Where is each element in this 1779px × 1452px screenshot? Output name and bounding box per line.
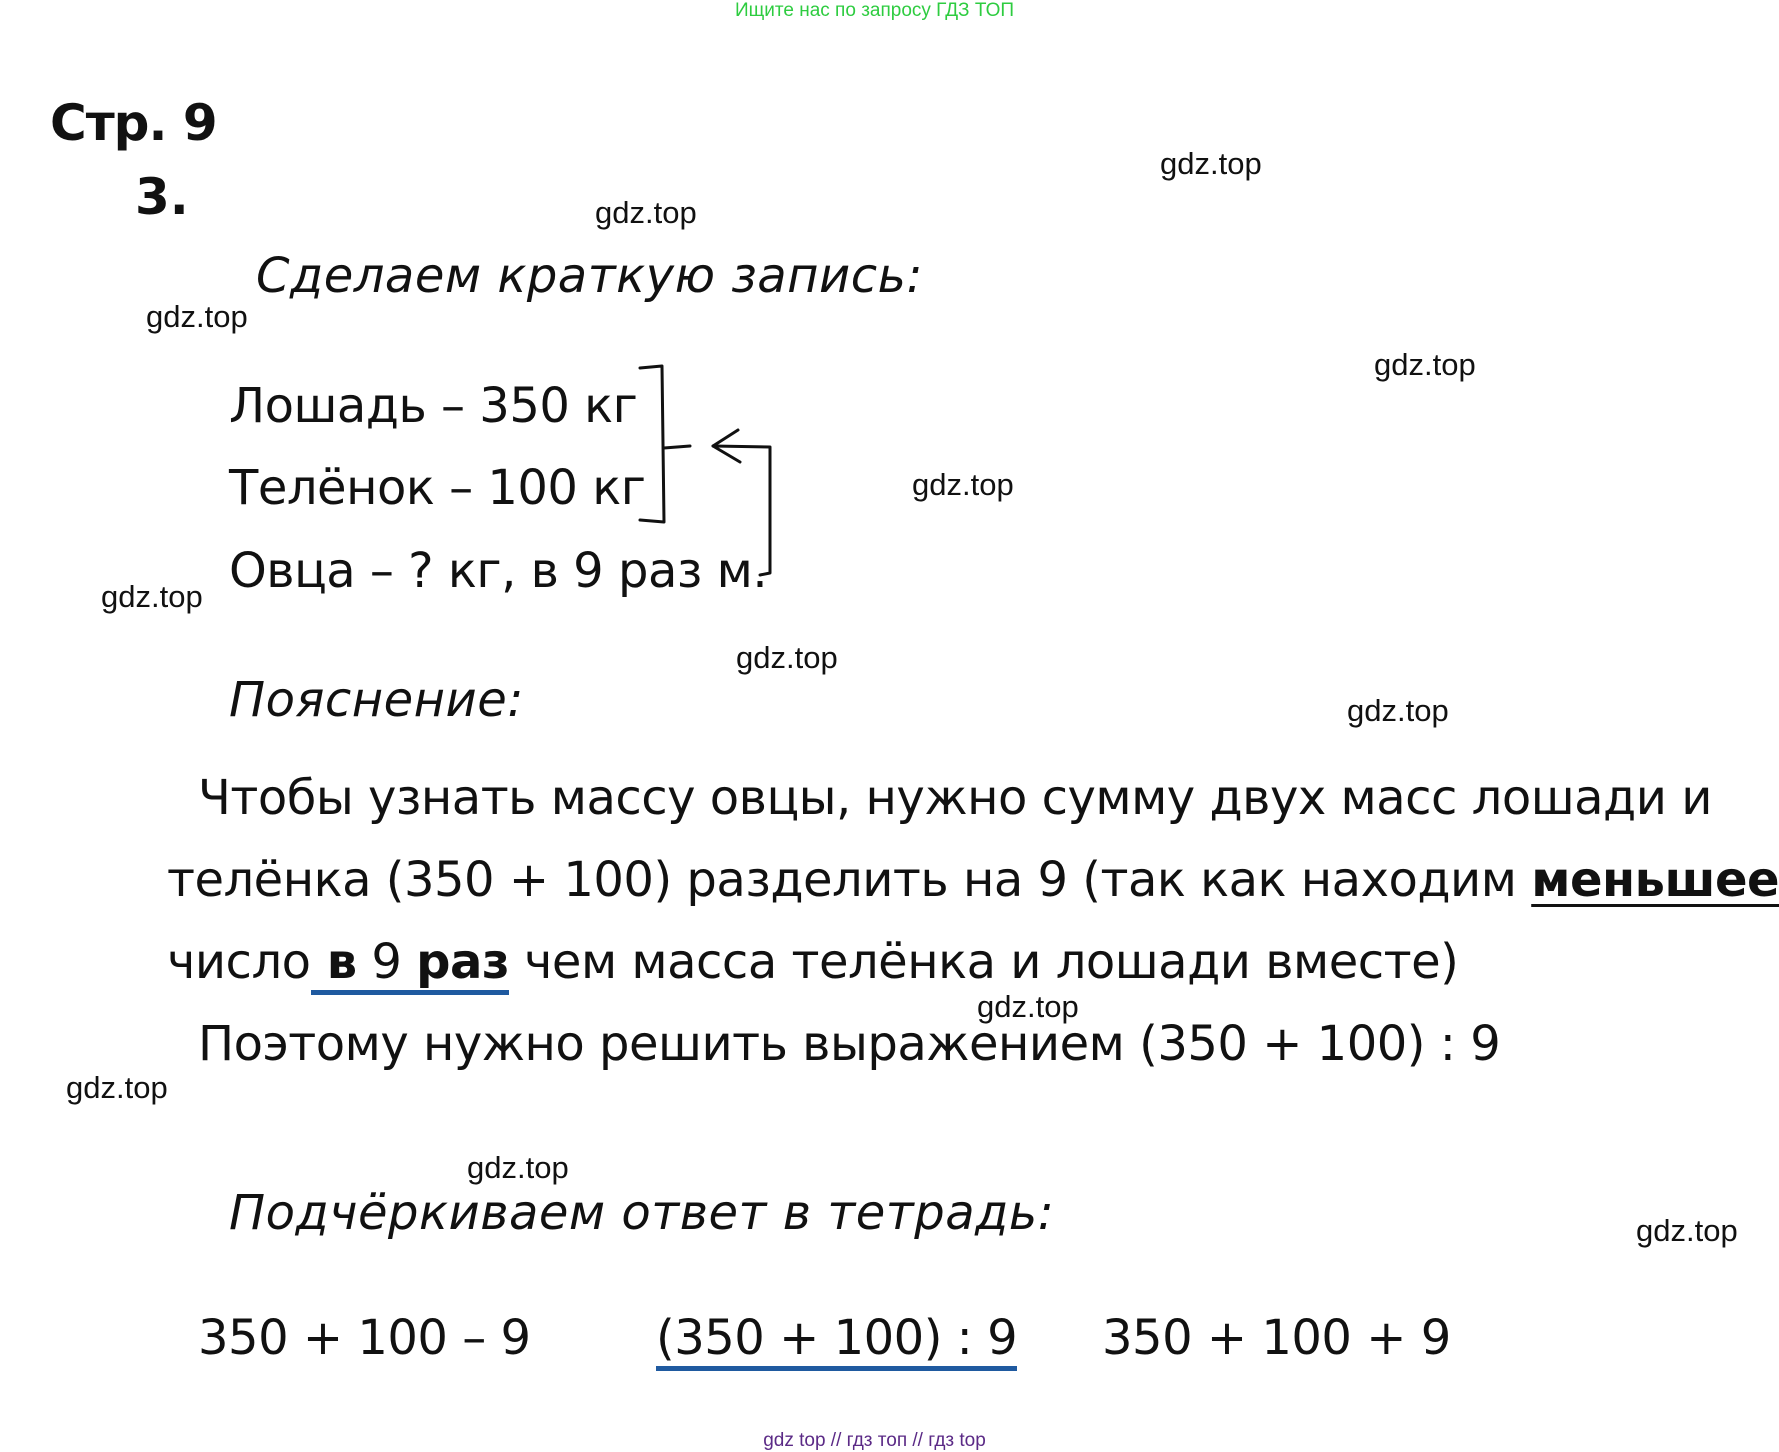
sum-bracket-tip: [664, 446, 690, 448]
answer-option-2-selected: (350 + 100) : 9: [656, 1310, 1017, 1371]
watermark: gdz.top: [736, 640, 838, 675]
watermark: gdz.top: [595, 195, 697, 230]
answer-heading: Подчёркиваем ответ в тетрадь:: [229, 1185, 1055, 1241]
watermark: gdz.top: [1347, 693, 1449, 728]
watermark: gdz.top: [1636, 1213, 1738, 1248]
watermark: gdz.top: [1160, 146, 1262, 181]
sum-bracket: [640, 366, 664, 522]
watermark: gdz.top: [912, 467, 1014, 502]
explanation-heading: Пояснение:: [229, 672, 524, 728]
watermark: gdz.top: [101, 579, 203, 614]
explanation-line-3-rest: чем масса телёнка и лошади вместе): [509, 934, 1459, 990]
answer-option-1: 350 + 100 – 9: [198, 1310, 531, 1366]
task-number: 3.: [135, 168, 189, 226]
page-label: Стр. 9: [50, 94, 217, 152]
explanation-line-4: Поэтому нужно решить выражением (350 + 100) : 9: [198, 1016, 1501, 1072]
emphasis-times: раз: [416, 934, 510, 990]
note-line-calf: Телёнок – 100 кг: [229, 460, 646, 516]
emphasis-times-underlined: [311, 934, 510, 995]
watermark: gdz.top: [146, 299, 248, 334]
top-banner: Ищите нас по запросу ГДЗ ТОП: [734, 0, 1015, 21]
watermark: gdz.top: [1374, 347, 1476, 382]
note-line-horse: Лошадь – 350 кг: [229, 378, 638, 434]
note-line-sheep: Овца – ? кг, в 9 раз м.: [229, 543, 768, 599]
watermark: gdz.top: [66, 1070, 168, 1105]
footer-watermark: gdz top // гдз топ // гдз top: [763, 1430, 986, 1451]
answer-option-3: 350 + 100 + 9: [1102, 1310, 1451, 1366]
relation-line: [713, 446, 770, 575]
explanation-line-2: [167, 852, 1779, 908]
emphasis-smaller: меньшее: [1531, 852, 1779, 908]
explanation-line-3: [167, 934, 1458, 990]
emphasis-nine: 9: [356, 934, 417, 990]
explanation-line-1: Чтобы узнать массу овцы, нужно сумму двух масс лошади и: [198, 770, 1712, 826]
explanation-line-3-text: число: [167, 934, 311, 990]
watermark: gdz.top: [467, 1150, 569, 1185]
watermark: gdz.top: [977, 989, 1079, 1024]
explanation-line-2-text: телёнка (350 + 100) разделить на 9 (так как находим: [167, 852, 1532, 908]
emphasis-in: в: [310, 934, 357, 990]
short-note-heading: Сделаем краткую запись:: [256, 248, 924, 304]
